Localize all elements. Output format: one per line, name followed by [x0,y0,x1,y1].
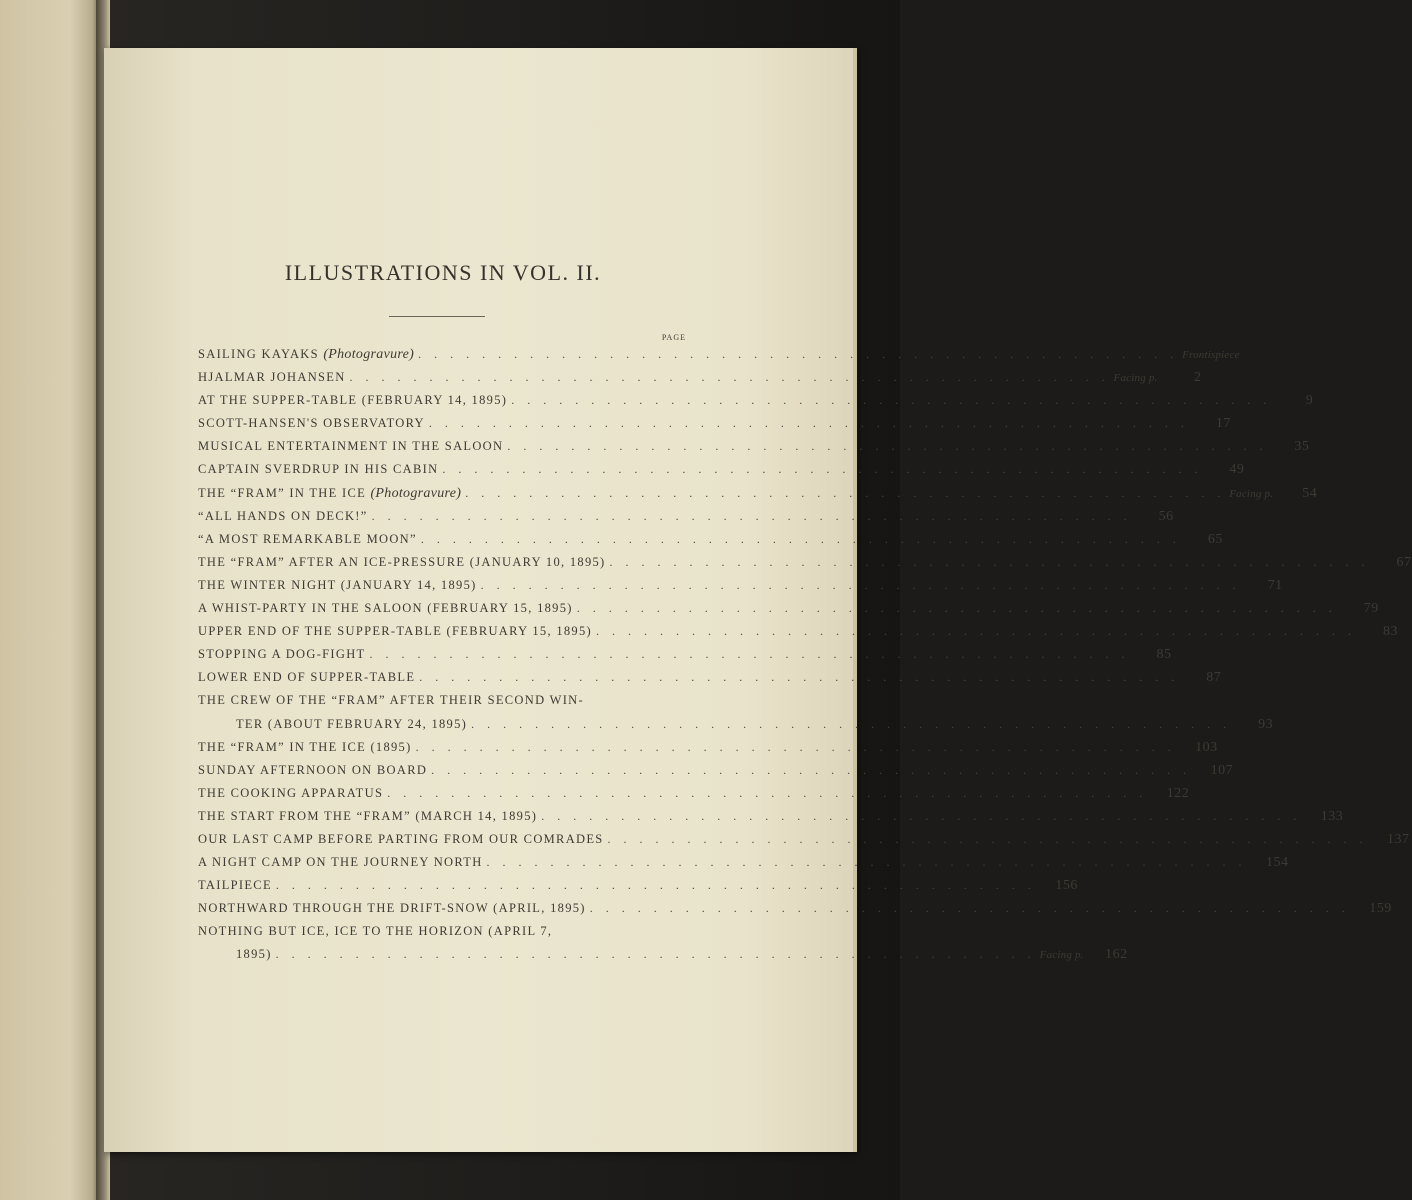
entry-note: Frontispiece [1182,349,1240,361]
entry-page: 17 [1215,416,1231,432]
dot-leader: . . . . . . . . . . . . . . . . . . . . . . . . . . . . . . . . . . . . . . . . . . . . . . . . [589,901,1350,916]
entry-title: 1895) [236,947,272,962]
entry-title: “A MOST REMARKABLE MOON” [198,531,417,546]
entry-title: THE WINTER NIGHT (JANUARY 14, 1895) [198,577,477,592]
entry-row [198,624,1398,647]
entry-title: SUNDAY AFTERNOON ON BOARD [198,762,428,777]
entry-title: THE “FRAM” IN THE ICE (Photogravure) [198,485,462,501]
entry-page: 154 [1266,855,1289,871]
dot-leader: . . . . . . . . . . . . . . . . . . . . . . . . . . . . . . . . . . . . . . . . . . . . . . . . [418,347,1179,361]
entry-note: Facing p. [1229,487,1274,500]
entry-page: 103 [1195,739,1218,755]
entry-row [198,416,1231,439]
entry-title: SAILING KAYAKS (Photogravure) [198,347,415,362]
illustrations-list [198,260,1412,971]
dot-leader: . . . . . . . . . . . . . . . . . . . . . . . . . . . . . . . . . . . . . . . . . . . . . . . . [415,739,1176,754]
entry-title: STOPPING A DOG-FIGHT [198,647,366,662]
dot-leader: . . . . . . . . . . . . . . . . . . . . . . . . . . . . . . . . . . . . . . . . . . . . . . . . [507,439,1268,454]
entry-row [198,508,1174,532]
entry-row [198,739,1218,763]
entry-row [198,785,1190,809]
entry-title: UPPER END OF THE SUPPER-TABLE (FEBRUARY 15, 1895) [198,624,592,639]
entry-row [198,647,1172,670]
entry-page: 9 [1305,393,1314,409]
entry-row [198,554,1412,578]
entry-row [198,855,1289,878]
entry-row [198,808,1344,832]
dot-leader: . . . . . . . . . . . . . . . . . . . . . . . . . . . . . . . . . . . . . . . . . . . . . . . . [428,416,1189,431]
entry-row [198,947,1128,970]
dot-leader: . . . . . . . . . . . . . . . . . . . . . . . . . . . . . . . . . . . . . . . . . . . . . . . . [609,554,1370,569]
dot-leader: . . . . . . . . . . . . . . . . . . . . . . . . . . . . . . . . . . . . . . . . . . . . . . . . [442,462,1203,477]
entry-page: 71 [1267,577,1283,593]
dot-leader: . . . . . . . . . . . . . . . . . . . . . . . . . . . . . . . . . . . . . . . . . . . . . . . . [480,577,1241,592]
dot-leader: . . . . . . . . . . . . . . . . . . . . . . . . . . . . . . . . . . . . . . . . . . . . . . . . [596,624,1356,639]
entry-title: THE “FRAM” IN THE ICE (1895) [198,739,412,754]
dot-leader: . . . . . . . . . . . . . . . . . . . . . . . . . . . . . . . . . . . . . . . . . . . . . . . . [349,370,1110,385]
dot-leader: . . . . . . . . . . . . . . . . . . . . . . . . . . . . . . . . . . . . . . . . . . . . . . . . [275,947,1036,962]
entry-row [198,485,1318,509]
entry-row [198,370,1202,393]
entry-title: THE COOKING APPARATUS [198,785,384,800]
dot-leader: . . . . . . . . . . . . . . . . . . . . . . . . . . . . . . . . . . . . . . . . . . . . . . . . [431,762,1192,777]
page-title: ILLUSTRATIONS IN VOL. II. [284,260,602,285]
page-column-header: PAGE [661,333,686,342]
entry-page: 107 [1210,762,1234,778]
entry-title: A NIGHT CAMP ON THE JOURNEY NORTH [198,855,483,870]
dot-leader: . . . . . . . . . . . . . . . . . . . . . . . . . . . . . . . . . . . . . . . . . . . . . . . . [541,808,1302,823]
entry-page: 79 [1363,601,1379,617]
entry-title: “ALL HANDS ON DECK!” [198,508,368,523]
entry-row [198,924,688,947]
entry-row [198,531,1223,555]
entry-row [198,762,1234,786]
entry-row [198,716,1274,740]
entry-title: NORTHWARD THROUGH THE DRIFT-SNOW (APRIL, 1895) [198,901,586,916]
entry-page: 156 [1055,878,1078,894]
entry-row [198,693,688,716]
entry-note: Facing p. [1039,949,1084,962]
entry-italic: (Photogravure) [323,347,415,362]
entry-title: A WHIST-PARTY IN THE SALOON (FEBRUARY 15, 1895) [198,601,573,616]
entry-row [198,670,1222,693]
dot-leader: . . . . . . . . . . . . . . . . . . . . . . . . . . . . . . . . . . . . . . . . . . . . . . . . [511,393,1272,408]
entry-page: 35 [1294,439,1310,455]
entry-italic: (Photogravure) [370,485,462,501]
entry-title: THE START FROM THE “FRAM” (MARCH 14, 1895) [198,808,538,823]
dot-leader: . . . . . . . . . . . . . . . . . . . . . . . . . . . . . . . . . . . . . . . . . . . . . . . . [371,508,1132,523]
page-edge [853,48,857,1152]
dot-leader: . . . . . . . . . . . . . . . . . . . . . . . . . . . . . . . . . . . . . . . . . . . . . . . . [576,601,1337,616]
entry-title: LOWER END OF SUPPER-TABLE [198,670,416,685]
entry-row [198,878,1078,901]
dot-leader: . . . . . . . . . . . . . . . . . . . . . . . . . . . . . . . . . . . . . . . . . . . . . . . . [369,647,1130,662]
entry-page: 85 [1156,647,1172,663]
dot-leader: . . . . . . . . . . . . . . . . . . . . . . . . . . . . . . . . . . . . . . . . . . . . . . . . [465,485,1226,500]
entry-title: AT THE SUPPER-TABLE (FEBRUARY 14, 1895) [198,393,508,408]
entry-title: THE “FRAM” AFTER AN ICE-PRESSURE (JANUARY 10, 1895) [198,554,606,569]
entry-title: HJALMAR JOHANSEN [198,370,346,385]
entry-title: NOTHING BUT ICE, ICE TO THE HORIZON (APRIL 7, [198,924,553,939]
entry-page: 122 [1166,785,1190,801]
entry-note: Facing p. [1113,372,1158,385]
entry-page: 93 [1258,716,1274,732]
entry-title: TAILPIECE [198,878,272,893]
dot-leader: . . . . . . . . . . . . . . . . . . . . . . . . . . . . . . . . . . . . . . . . . . . . . . . . [419,670,1180,685]
dot-leader: . . . . . . . . . . . . . . . . . . . . . . . . . . . . . . . . . . . . . . . . . . . . . . . . [471,716,1232,731]
entry-page: 83 [1383,624,1398,640]
entry-page: 162 [1105,947,1128,963]
entry-row [198,347,1240,370]
entry-title: CAPTAIN SVERDRUP IN HIS CABIN [198,462,439,477]
dot-leader: . . . . . . . . . . . . . . . . . . . . . . . . . . . . . . . . . . . . . . . . . . . . . . . . [275,878,1036,893]
entry-page: 49 [1229,462,1245,478]
entry-title: THE CREW OF THE “FRAM” AFTER THEIR SECOND WIN- [198,693,584,708]
entry-page: 2 [1194,370,1202,386]
entries [198,347,1412,971]
entry-row [198,901,1392,924]
entry-row [198,577,1283,601]
entry-title: SCOTT-HANSEN'S OBSERVATORY [198,416,425,431]
entry-page: 87 [1206,670,1222,686]
dot-leader: . . . . . . . . . . . . . . . . . . . . . . . . . . . . . . . . . . . . . . . . . . . . . . . . [607,831,1368,846]
entry-row [198,439,1310,462]
dot-leader: . . . . . . . . . . . . . . . . . . . . . . . . . . . . . . . . . . . . . . . . . . . . . . . . [420,531,1181,546]
entry-title: OUR LAST CAMP BEFORE PARTING FROM OUR COMRADES [198,831,604,846]
entry-page: 137 [1387,831,1410,847]
entry-row [198,831,1410,855]
entry-page: 56 [1158,508,1174,524]
entry-page: 65 [1207,531,1223,547]
dot-leader: . . . . . . . . . . . . . . . . . . . . . . . . . . . . . . . . . . . . . . . . . . . . . . . . [387,785,1148,800]
entry-title: TER (ABOUT FEBRUARY 24, 1895) [236,716,468,731]
entry-row [198,393,1314,416]
entry-page: 133 [1320,808,1344,824]
entry-page: 159 [1369,901,1392,917]
entry-page: 67 [1396,554,1412,570]
dot-leader: . . . . . . . . . . . . . . . . . . . . . . . . . . . . . . . . . . . . . . . . . . . . . . . . [486,855,1247,870]
entry-row [198,462,1245,485]
entry-title: MUSICAL ENTERTAINMENT IN THE SALOON [198,439,504,454]
entry-row [198,601,1379,624]
left-page [0,0,100,1200]
entry-page: 54 [1302,485,1318,501]
title-rule [389,316,485,317]
